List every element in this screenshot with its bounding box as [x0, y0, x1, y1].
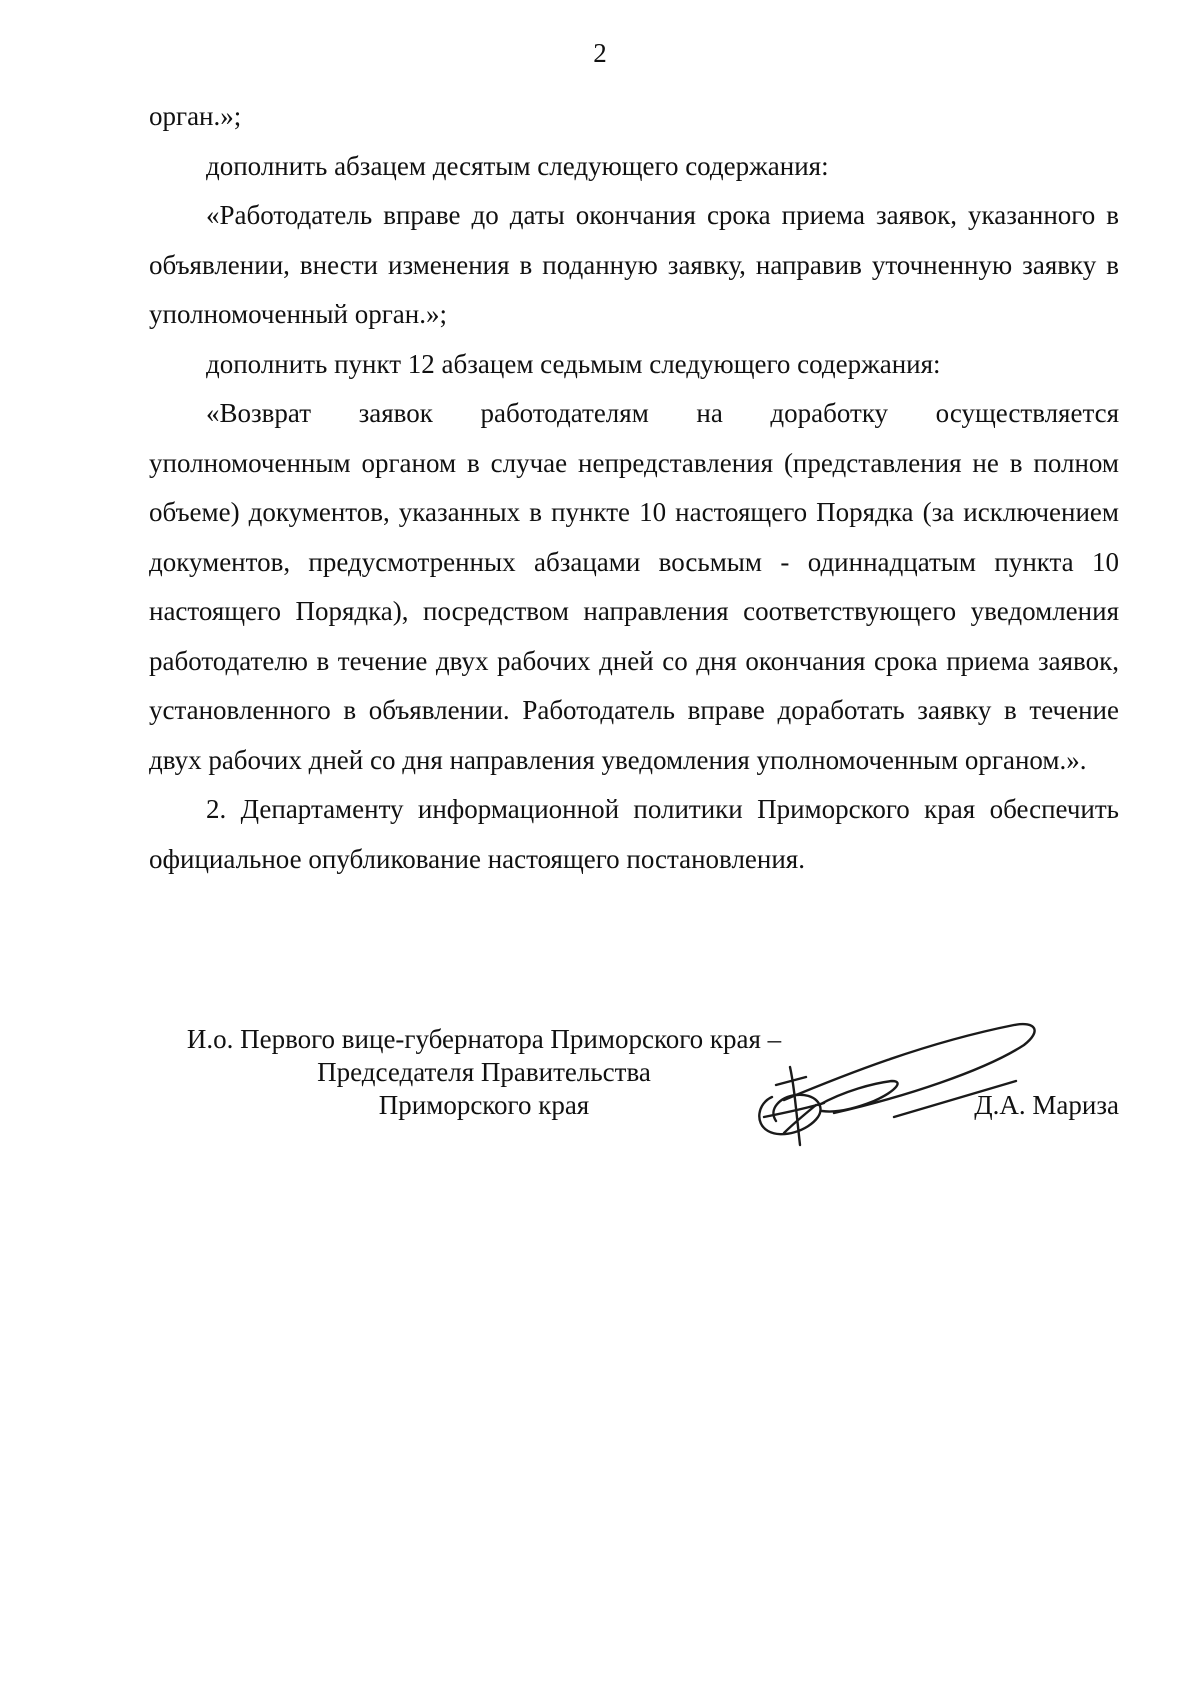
signature-block [149, 1023, 1119, 1163]
paragraph-item-2: 2. Департаменту информационной политики Приморского края обеспечить официальное опубликование настоящего постановления. [149, 794, 1119, 874]
signatory-title-line-2: Председателя Правительства [317, 1057, 651, 1087]
page-number: 2 [593, 38, 607, 68]
signatory-name: Д.А. Мариза [974, 1090, 1119, 1120]
paragraph-continuation: орган.»; [149, 101, 242, 131]
paragraph-quote-10: «Работодатель вправе до даты окончания срока приема заявок, указанного в объявлении, внести изменения в поданную заявку, направив уточненную заявку в уполномоченный орган.»; [149, 200, 1119, 329]
signatory-title-line-1: И.о. Первого вице-губернатора Приморского края – [186, 1024, 782, 1054]
signatory-title [149, 1023, 819, 1122]
paragraph-quote-12: «Возврат заявок работодателям на доработку осуществляется уполномоченным органом в случае непредставления (представления не в полном объеме) документов, указанных в пункте 10 настоящего Порядка (за исключением документов, предусмотренных абзацами восьмым - одиннадцатым пункта 10 настоящего Порядка), посредством направления соответствующего уведомления работодателю в течение двух рабочих дней со дня окончания срока приема заявок, установленного в объявлении. Работодатель вправе доработать заявку в течение двух рабочих дней со дня направления уведомления уполномоченным органом.». [149, 398, 1119, 775]
signatory-title-line-3: Приморского края [378, 1090, 590, 1120]
document-body [149, 92, 1119, 884]
paragraph-amend-12: дополнить пункт 12 абзацем седьмым следующего содержания: [206, 348, 941, 379]
paragraph-amend-10: дополнить абзацем десятым следующего содержания: [206, 150, 829, 181]
handwritten-signature [724, 1005, 1044, 1153]
